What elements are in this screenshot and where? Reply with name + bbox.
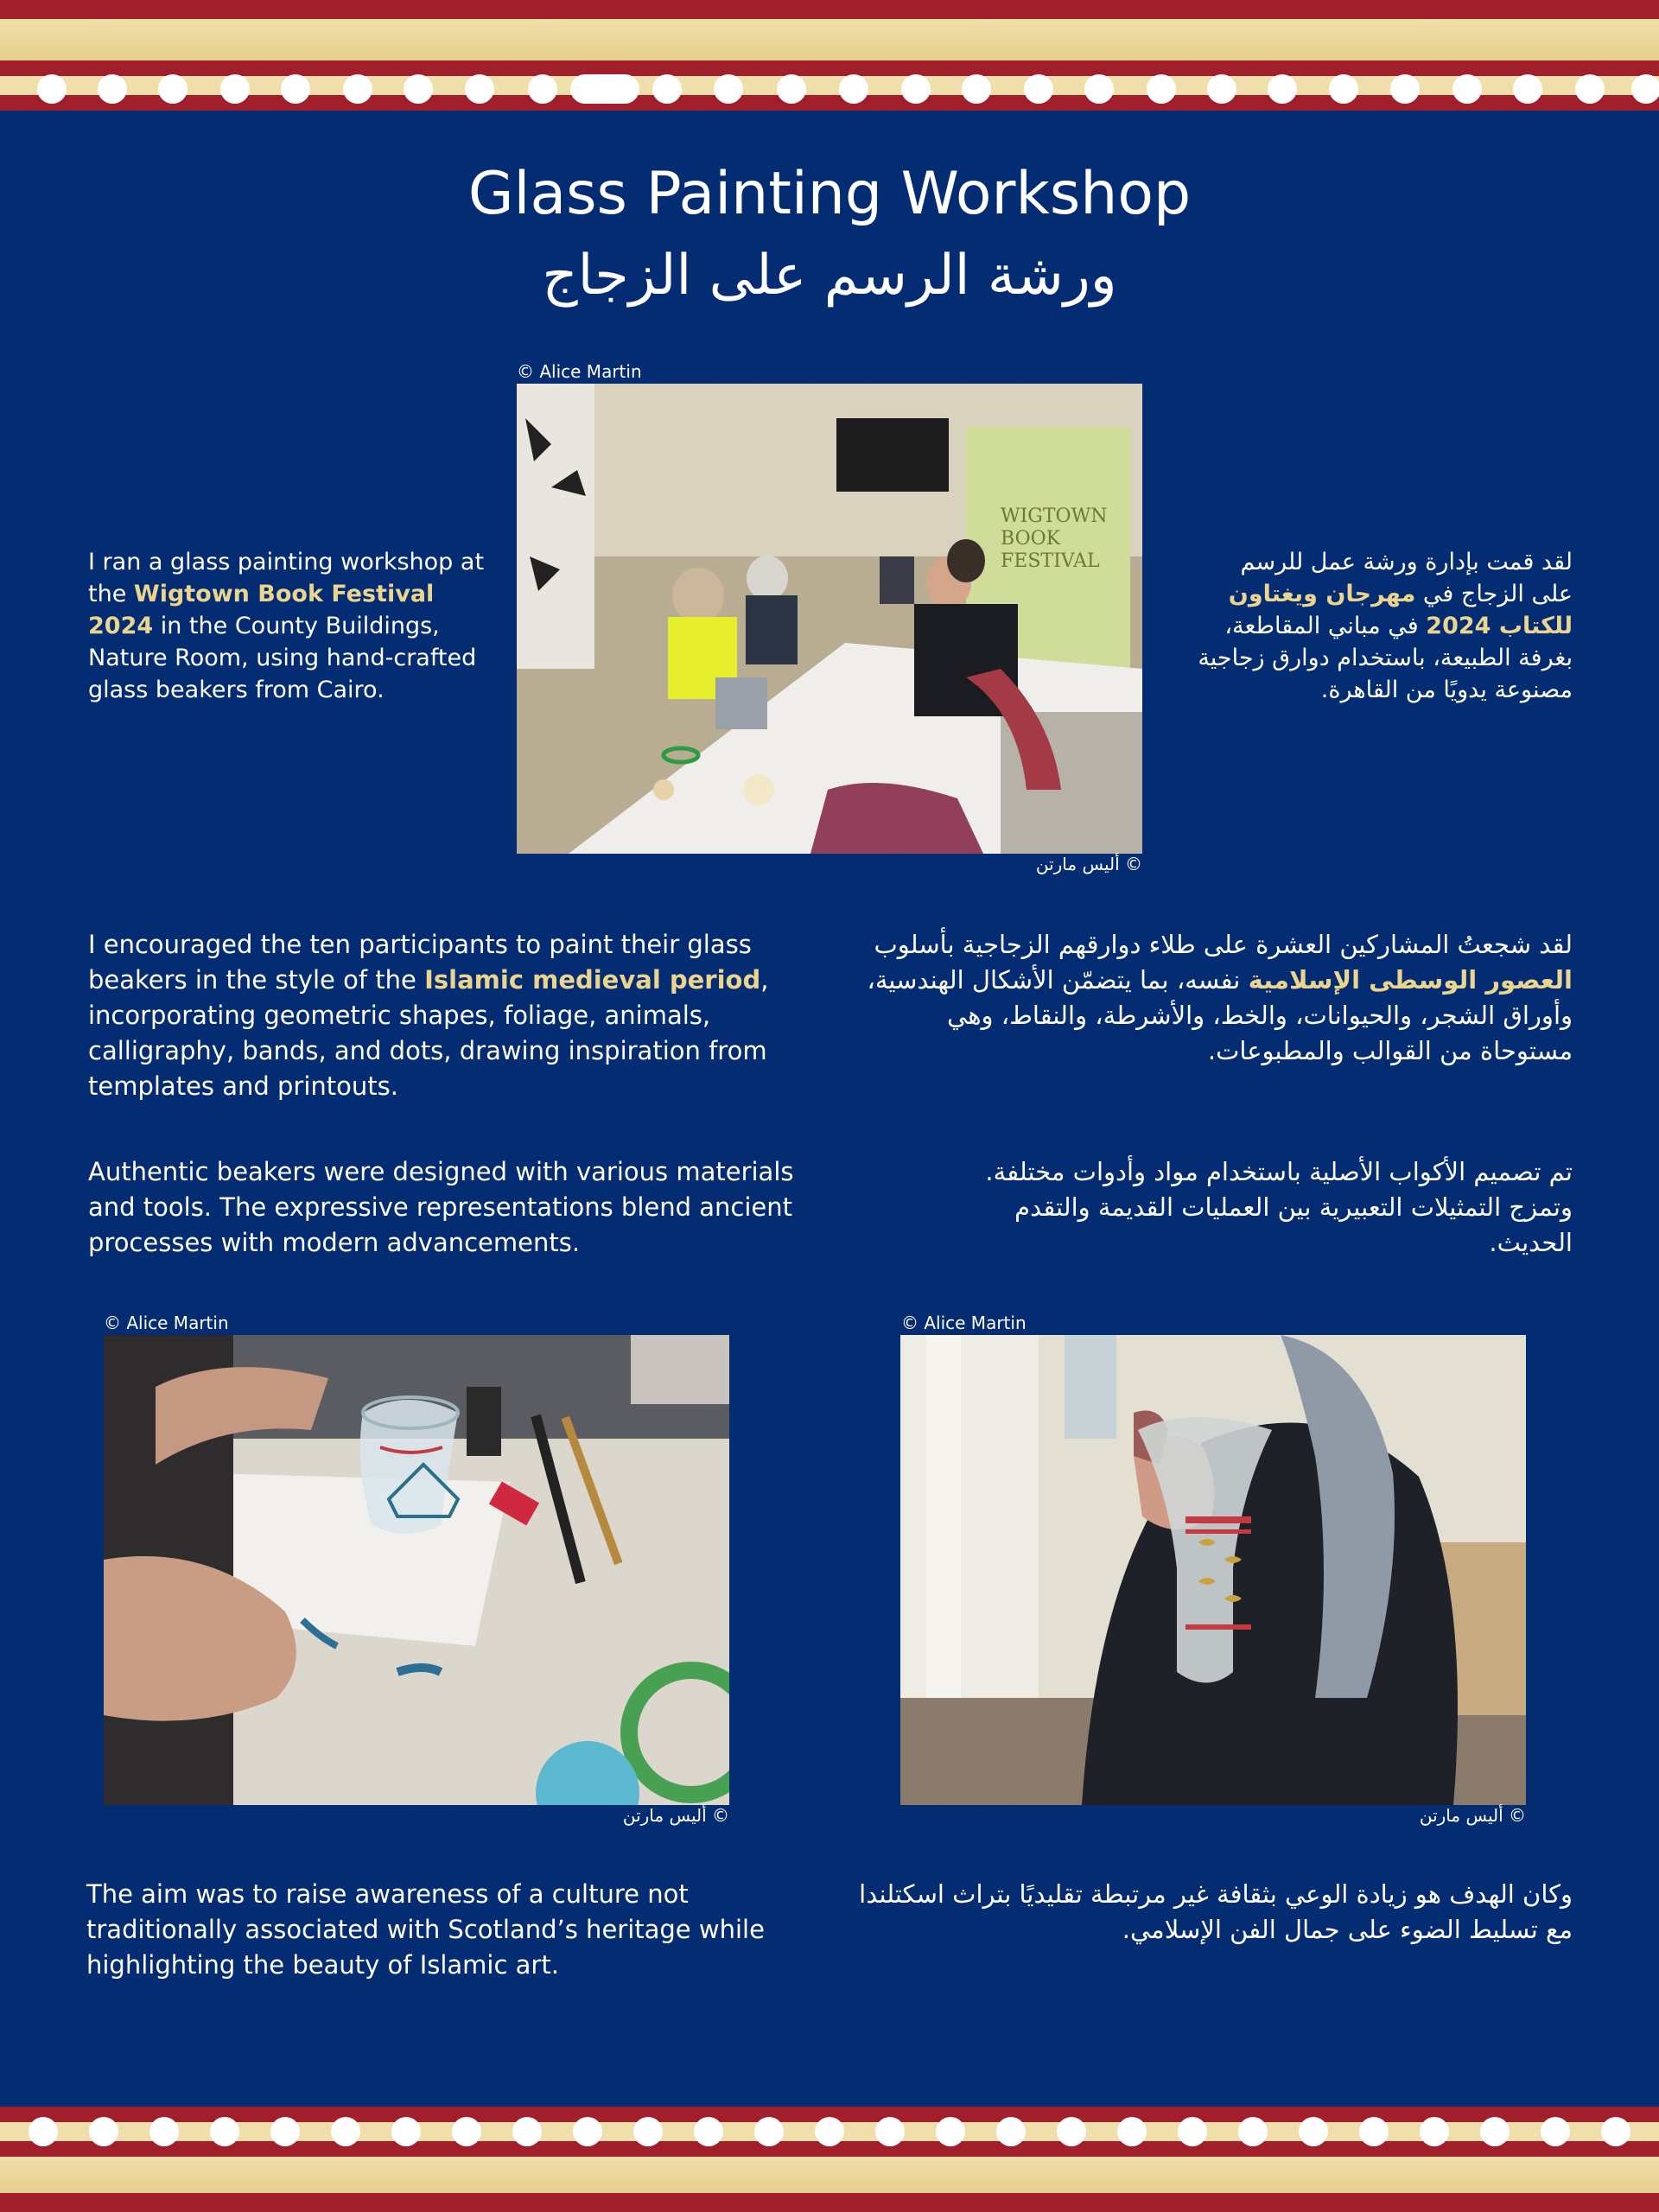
intro-text-arabic: لقد قمت بإدارة ورشة عمل للرسم على الزجاج في: [1240, 549, 1573, 607]
participants-text: I encouraged the ten participants to paint their glass beakers in the style of the: [88, 930, 752, 995]
festival-highlight-arabic: مهرجان ويغتاون للكتاب 2024: [1228, 581, 1573, 639]
bottom-decorative-border: [0, 2101, 1659, 2212]
intro-text-end: in the County Buildings, Nature Room, using hand-crafted glass beakers from Cairo.: [88, 613, 477, 703]
dot-row: [0, 2114, 1659, 2149]
participants-paragraph-arabic: [851, 927, 1573, 1069]
participants-text-arabic: لقد شجعتُ المشاركين العشرة على طلاء دوارقهم الزجاجية بأسلوب: [874, 930, 1573, 959]
materials-paragraph: Authentic beakers were designed with various materials and tools. The expressive representations blend ancient processes with modern advancements.: [88, 1157, 794, 1257]
finished-beaker-photo: [900, 1335, 1526, 1805]
photo-credit: © Alice Martin: [901, 1313, 1027, 1333]
aim-paragraph: The aim was to raise awareness of a culture not traditionally associated with Scotland’s heritage while highlighting the beauty of Islamic art.: [86, 1879, 765, 1980]
workshop-room-photo: [517, 384, 1142, 854]
svg-text:WIGTOWN: WIGTOWN: [1001, 505, 1108, 527]
photo-credit-arabic: © أليس مارتن: [1419, 1805, 1526, 1826]
top-decorative-border: [0, 0, 1659, 111]
participants-paragraph: [88, 927, 797, 1104]
page-title-arabic: ورشة الرسم على الزجاج: [542, 244, 1117, 308]
painting-table-photo: [104, 1335, 729, 1805]
materials-paragraph-arabic: تم تصميم الأكواب الأصلية باستخدام مواد وأدوات مختلفة. وتمزج التمثيلات التعبيرية بين العمليات القديمة والتقدم الحديث.: [985, 1157, 1573, 1257]
participants-text-arabic-end: نفسه، بما يتضمّن الأشكال الهندسية، وأوراق الشجر، والحيوانات، والخط، والأشرطة، والنقاط، وهي مستوحاة من القوالب والمطبوعات.: [867, 965, 1573, 1065]
photo-credit-arabic: © أليس مارتن: [622, 1805, 729, 1826]
svg-text:BOOK: BOOK: [1001, 528, 1061, 550]
period-highlight: Islamic medieval period: [424, 965, 761, 995]
aim-paragraph-arabic: وكان الهدف هو زيادة الوعي بثقافة غير مرتبطة تقليديًا بتراث اسكتلندا مع تسليط الضوء على جمال الفن الإسلامي.: [859, 1879, 1573, 1944]
dot-row: [0, 72, 1659, 106]
photo-credit: © Alice Martin: [517, 361, 642, 382]
intro-text: I ran a glass painting workshop at the: [88, 549, 485, 607]
svg-text:FESTIVAL: FESTIVAL: [1001, 550, 1100, 572]
intro-text-arabic-end: في مباني المقاطعة، بغرفة الطبيعة، باستخدام دوارق زجاجية مصنوعة يدويًا من القاهرة.: [1198, 613, 1573, 703]
intro-paragraph-arabic: [1192, 546, 1573, 706]
participants-text-end: , incorporating geometric shapes, foliage, animals, calligraphy, bands, and dots, drawing inspiration from templates and printouts.: [88, 965, 769, 1101]
festival-highlight: Wigtown Book Festival 2024: [88, 581, 435, 639]
page-title: Glass Painting Workshop: [467, 160, 1192, 228]
photo-credit-arabic: © أليس مارتن: [1035, 854, 1142, 874]
period-highlight-arabic: العصور الوسطى الإسلامية: [1248, 965, 1573, 995]
intro-paragraph: [88, 546, 486, 706]
photo-credit: © Alice Martin: [104, 1313, 229, 1333]
